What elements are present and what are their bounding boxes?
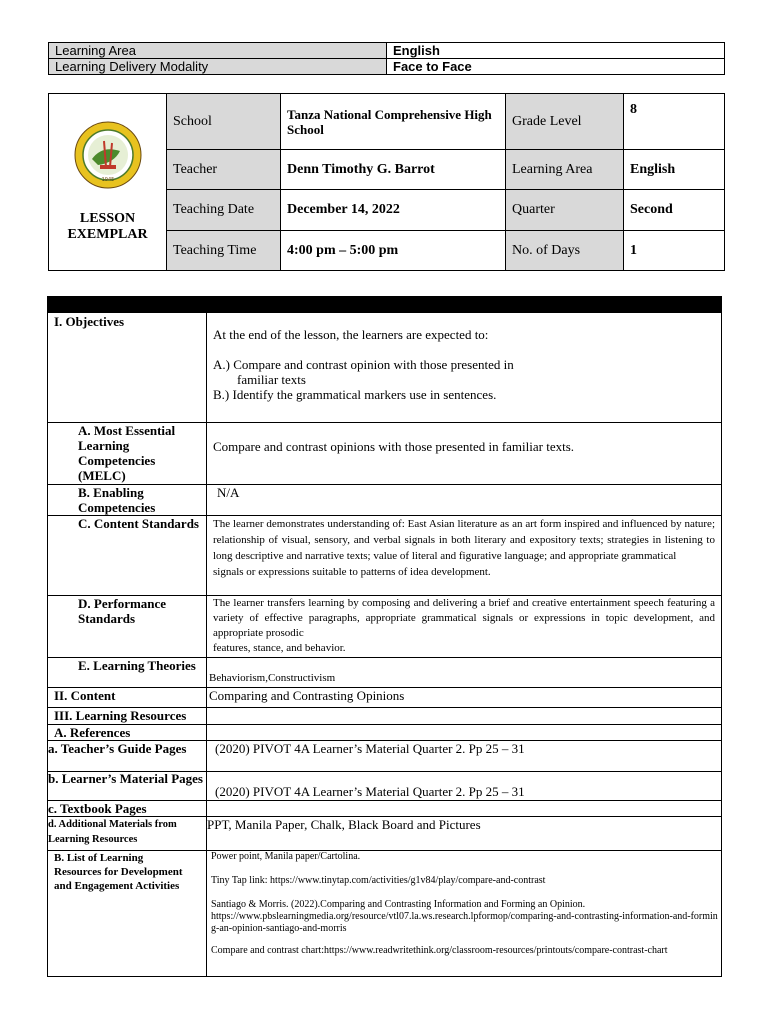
content-standards-label: C. Content Standards xyxy=(48,516,207,596)
grade-level-label: Grade Level xyxy=(506,94,624,150)
quarter-value: Second xyxy=(624,190,725,231)
textbook-pages-value xyxy=(207,801,722,817)
teacher-guide-value: (2020) PIVOT 4A Learner’s Material Quarter 2. Pp 25 – 31 xyxy=(207,741,722,772)
header-table xyxy=(48,42,725,75)
lesson-label-line2: EXEMPLAR xyxy=(67,227,148,242)
lesson-label-line1: LESSON xyxy=(79,211,136,226)
performance-standards-label: D. Performance Standards xyxy=(48,596,207,658)
days-label: No. of Days xyxy=(506,231,624,271)
resource-item-santiago-morris: Santiago & Morris. (2022).Comparing and Contrasting Information and Forming an Opinion. xyxy=(211,899,586,910)
textbook-pages-label: c. Textbook Pages xyxy=(48,801,207,817)
info-learning-area-label: Learning Area xyxy=(506,150,624,190)
additional-materials-value: PPT, Manila Paper, Chalk, Black Board and Pictures xyxy=(207,817,722,851)
learning-theories-label: E. Learning Theories xyxy=(48,658,207,688)
resources-list-cell xyxy=(207,851,722,977)
enabling-value: N/A xyxy=(207,485,722,516)
resource-item-chart: Compare and contrast chart:https://www.readwritethink.org/classroom-resources/printouts/compare-contrast-chart xyxy=(211,945,668,956)
modality-value: Face to Face xyxy=(387,59,725,75)
school-value: Tanza National Comprehensive High School xyxy=(281,94,506,150)
learning-resources-label: III. Learning Resources xyxy=(48,708,207,725)
resources-list-label: B. List of Learning Resources for Development and Engagement Activities xyxy=(48,851,207,977)
objective-b: B.) Identify the grammatical markers use in sentences. xyxy=(213,387,497,402)
teaching-time-label: Teaching Time xyxy=(167,231,281,271)
objectives-intro: At the end of the lesson, the learners are expected to: xyxy=(213,327,489,342)
content-value: Comparing and Contrasting Opinions xyxy=(207,688,722,708)
references-label: A. References xyxy=(48,725,207,741)
modality-label: Learning Delivery Modality xyxy=(49,59,387,75)
teaching-date-label: Teaching Date xyxy=(167,190,281,231)
performance-standards-cell xyxy=(207,596,722,658)
melc-label: A. Most Essential Learning Competencies (MELC) xyxy=(48,423,207,485)
learner-material-value: (2020) PIVOT 4A Learner’s Material Quarter 2. Pp 25 – 31 xyxy=(207,772,722,801)
table-header-bar xyxy=(48,297,722,313)
quarter-label: Quarter xyxy=(506,190,624,231)
learning-area-value: English xyxy=(387,43,725,59)
objectives-cell xyxy=(207,313,722,423)
lesson-plan-table xyxy=(47,296,722,977)
objectives-label: I. Objectives xyxy=(48,313,207,423)
teaching-date-value: December 14, 2022 xyxy=(281,190,506,231)
days-value: 1 xyxy=(624,231,725,271)
logo-year: 1945 xyxy=(101,177,114,183)
info-learning-area-value: English xyxy=(624,150,725,190)
objective-a-line2: familiar texts xyxy=(237,372,306,387)
grade-level-value: 8 xyxy=(624,94,725,150)
objective-a-line1: A.) Compare and contrast opinion with those presented in xyxy=(213,357,514,372)
resource-item-powerpoint: Power point, Manila paper/Cartolina. xyxy=(211,851,361,862)
additional-materials-label: d. Additional Materials from Learning Resources xyxy=(48,817,207,851)
performance-standards-text-2: features, stance, and behavior. xyxy=(213,642,346,654)
school-seal-icon xyxy=(74,121,142,189)
content-standards-text-2: signals or expressions suitable to patterns of idea development. xyxy=(213,566,491,578)
resource-item-tinytap: Tiny Tap link: https://www.tinytap.com/activities/g1v84/play/compare-and-contrast xyxy=(211,875,546,886)
lesson-info-table xyxy=(48,93,725,271)
teaching-time-value: 4:00 pm – 5:00 pm xyxy=(281,231,506,271)
resource-item-pbs-link: https://www.pbslearningmedia.org/resource/vtl07.la.ws.research.lpformop/comparing-and-contrasting-information-and-forming-an-opinion-santiago-and-morris xyxy=(211,911,718,934)
learning-theories-value: Behaviorism,Constructivism xyxy=(207,658,722,688)
learning-resources-value xyxy=(207,708,722,725)
content-label: II. Content xyxy=(48,688,207,708)
teacher-value: Denn Timothy G. Barrot xyxy=(281,150,506,190)
melc-value: Compare and contrast opinions with those presented in familiar texts. xyxy=(207,423,722,485)
learning-area-label: Learning Area xyxy=(49,43,387,59)
content-standards-text: The learner demonstrates understanding of: East Asian literature as an art form inspired and influenced by nature; relationship of visual, sensory, and verbal signals in both literary and expository texts; strategies in listening to long descriptive and narrative texts; value of literal and figurative language; and appropriate grammatical xyxy=(213,518,715,562)
teacher-label: Teacher xyxy=(167,150,281,190)
learner-material-label: b. Learner’s Material Pages xyxy=(48,772,207,801)
content-standards-cell xyxy=(207,516,722,596)
logo-cell xyxy=(49,94,167,271)
references-value xyxy=(207,725,722,741)
performance-standards-text: The learner transfers learning by composing and delivering a brief and creative entertainment speech featuring a variety of effective paragraphs, appropriate grammatical signals or expressions in topic development, and appropriate prosodic xyxy=(213,597,715,639)
enabling-label: B. Enabling Competencies xyxy=(48,485,207,516)
school-label: School xyxy=(167,94,281,150)
teacher-guide-label: a. Teacher’s Guide Pages xyxy=(48,741,207,772)
